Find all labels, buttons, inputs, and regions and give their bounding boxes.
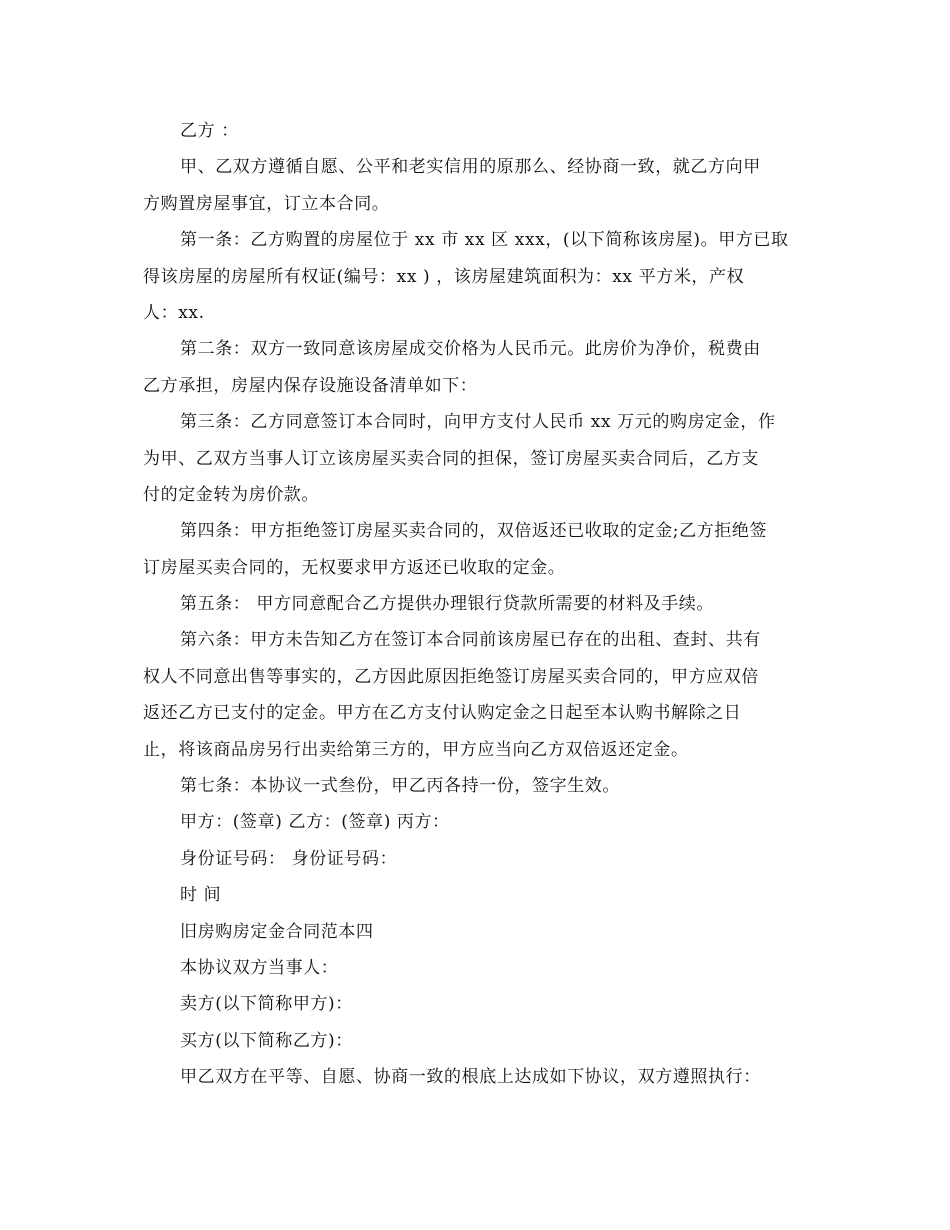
- paragraph-line: 权人不同意出售等事实的，乙方因此原因拒绝签订房屋买卖合同的，甲方应双倍: [143, 666, 759, 687]
- paragraph-line: 第一条：乙方购置的房屋位于 xx 市 xx 区 xxx，(以下简称该房屋)。甲方已取: [180, 230, 789, 251]
- paragraph-line: 方购置房屋事宜，订立本合同。: [143, 193, 390, 214]
- seller-line: 卖方(以下简称甲方)：: [180, 994, 353, 1015]
- paragraph-line: 止，将该商品房另行出卖给第三方的，甲方应当向乙方双倍返还定金。: [143, 739, 689, 760]
- document-body: [143, 113, 808, 1096]
- paragraph-line: 得该房屋的房屋所有权证(编号：xx ) ，该房屋建筑面积为：xx 平方米，产权: [143, 266, 745, 287]
- paragraph-line: 第五条： 甲方同意配合乙方提供办理银行贷款所需要的材料及手续。: [180, 594, 715, 615]
- paragraph-line: 乙方承担，房屋内保存设施设备清单如下：: [143, 375, 478, 396]
- paragraph-line: 第六条：甲方未告知乙方在签订本合同前该房屋已存在的出租、查封、共有: [180, 630, 761, 651]
- paragraph-line: 第七条：本协议一式叁份，甲乙丙各持一份，签字生效。: [180, 776, 620, 797]
- paragraph-line: 付的定金转为房价款。: [143, 484, 319, 505]
- paragraph-line: 返还乙方已支付的定金。甲方在乙方支付认购定金之日起至本认购书解除之日: [143, 703, 742, 724]
- paragraph-line: 第三条：乙方同意签订本合同时，向甲方支付人民币 xx 万元的购房定金，作: [180, 412, 776, 433]
- buyer-line: 买方(以下简称乙方)：: [180, 1030, 353, 1051]
- paragraph-line: 为甲、乙双方当事人订立该房屋买卖合同的担保，签订房屋买卖合同后，乙方支: [143, 448, 759, 469]
- paragraph-line: 甲、乙双方遵循自愿、公平和老实信用的原那么、经协商一致，就乙方向甲: [180, 157, 761, 178]
- id-number-line: 身份证号码： 身份证号码：: [180, 848, 398, 869]
- paragraph-line: 乙方 ：: [180, 121, 239, 141]
- paragraph-line: 订房屋买卖合同的，无权要求甲方返还已收取的定金。: [143, 557, 566, 578]
- signature-line: 甲方：(签章) 乙方：(签章) 丙方：: [180, 812, 450, 833]
- paragraph-line: 甲乙双方在平等、自愿、协商一致的根底上达成如下协议，双方遵照执行：: [180, 1067, 761, 1088]
- paragraph-line: 人：xx.: [143, 302, 205, 323]
- paragraph-line: 第四条：甲方拒绝签订房屋买卖合同的，双倍返还已收取的定金;乙方拒绝签: [180, 521, 768, 542]
- section-title: 旧房购房定金合同范本四: [180, 921, 374, 942]
- paragraph-line: 第二条：双方一致同意该房屋成交价格为人民币元。此房价为净价，税费由: [180, 339, 761, 360]
- date-line: 时 间: [180, 885, 222, 906]
- paragraph-line: 本协议双方当事人：: [180, 957, 339, 978]
